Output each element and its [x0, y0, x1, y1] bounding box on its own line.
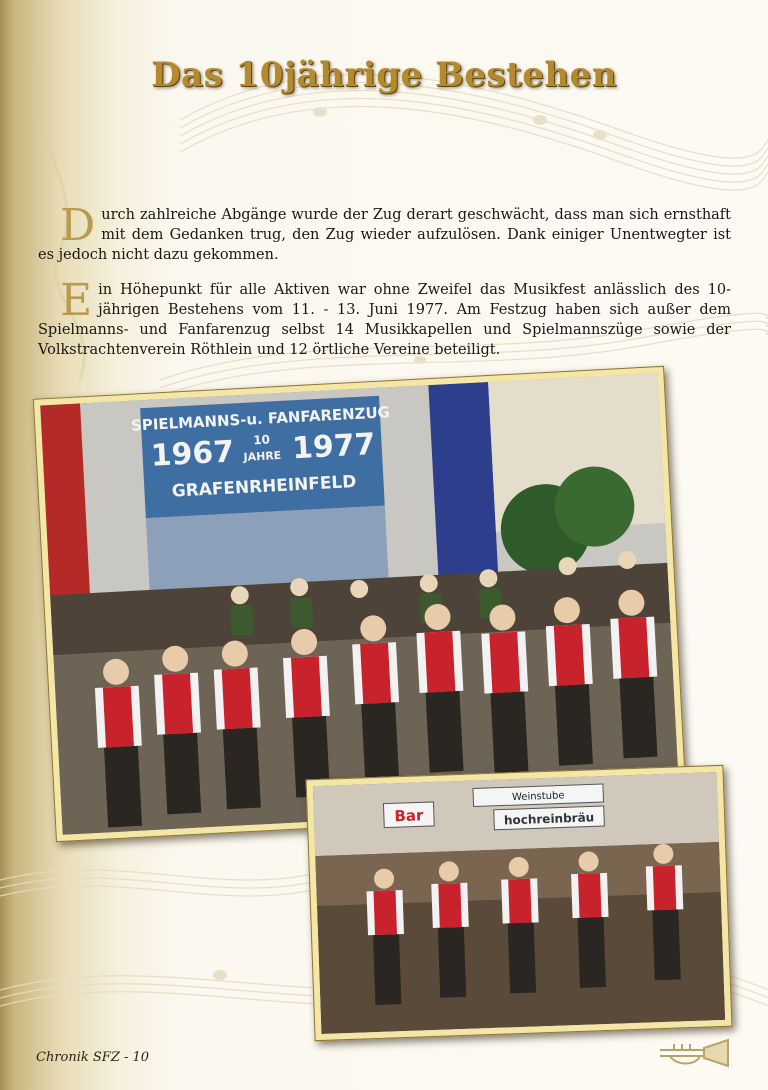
- banner-year-end: 1977: [291, 426, 377, 467]
- paragraph-1: [38, 200, 731, 265]
- dropcap: D: [60, 200, 96, 251]
- banner-line-3: GRAFENRHEINFELD: [171, 472, 357, 502]
- sign-top: Weinstube: [511, 790, 565, 804]
- banner-line-1: SPIELMANNS-u. FANFARENZUG: [130, 403, 391, 435]
- page-footer: Chronik SFZ - 10: [36, 1050, 150, 1065]
- banner-years-word: JAHRE: [243, 448, 282, 464]
- sign-bar: Bar: [394, 806, 424, 826]
- page-title: Das 10jährige Bestehen: [151, 55, 617, 95]
- stage-photo-image: [40, 373, 680, 835]
- trumpet-icon: [656, 1036, 732, 1070]
- photo-bar-group: [306, 765, 733, 1041]
- bar-photo-image: [313, 772, 725, 1034]
- banner-year-start: 1967: [149, 434, 235, 474]
- dropcap: E: [60, 275, 93, 326]
- sign-brewery: hochreinbräu: [503, 810, 595, 828]
- paragraph-2: [38, 275, 731, 360]
- banner-years-number: 10: [252, 432, 271, 448]
- paragraph-text: in Höhepunkt für alle Aktiven war ohne Zweifel das Musikfest anlässlich des 10-jährigen Bestehens vom 11. - 13. Juni 1977. Am Festzug haben sich außer dem Spielmanns- und Fanfarenzug selbst 14 Musikkapellen und Spielmannszüge sowie der Volkstrachtenverein Röthlein und 12 örtliche Vereine beteiligt.: [38, 282, 731, 358]
- paragraph-text: urch zahlreiche Abgänge wurde der Zug derart geschwächt, dass man sich ernsthaft mit dem Gedanken trug, den Zug wieder aufzulösen. Dank einiger Unentwegter ist es jedoch nicht dazu gekommen.: [38, 207, 731, 263]
